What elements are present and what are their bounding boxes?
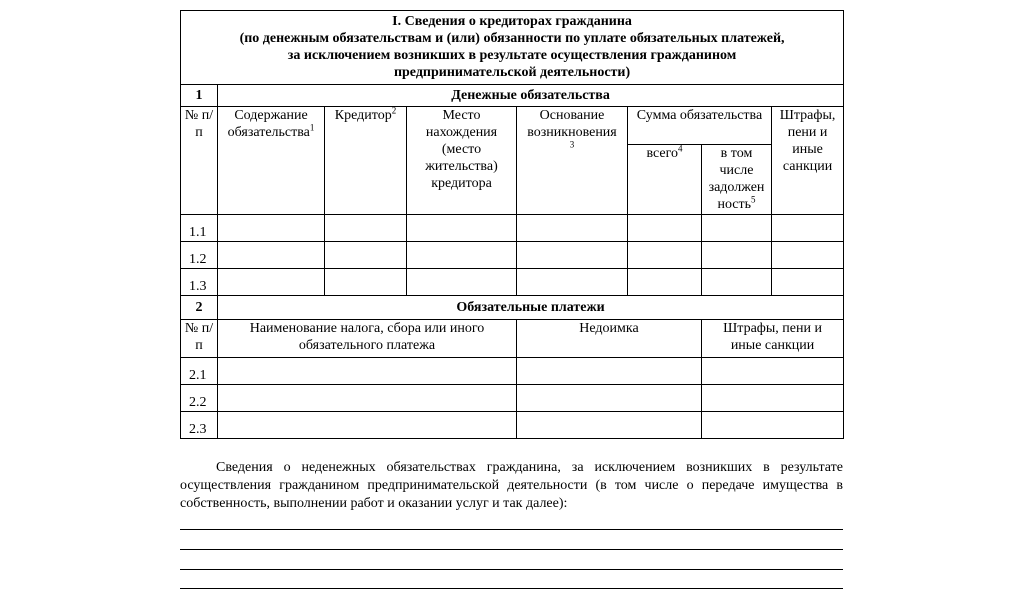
table-cell[interactable]: [772, 242, 844, 269]
table-cell[interactable]: [628, 242, 702, 269]
table-cell[interactable]: [702, 358, 844, 385]
title-line-3: за исключением возникших в результате осуществления гражданином: [287, 48, 737, 63]
header-fines: Штрафы, пени и иные санкции: [772, 107, 844, 215]
table-row: [181, 242, 844, 269]
table-cell[interactable]: [517, 215, 628, 242]
row-number: 2.3: [181, 412, 218, 439]
table-cell[interactable]: [407, 242, 517, 269]
title-line-2: (по денежным обязательствам и (или) обязанности по уплате обязательных платежей,: [239, 31, 785, 46]
table-cell[interactable]: [628, 215, 702, 242]
header2-name: Наименование налога, сбора или иного обязательного платежа: [218, 320, 517, 358]
fill-line[interactable]: [180, 529, 843, 530]
table-row: [181, 412, 844, 439]
table-cell[interactable]: [218, 412, 517, 439]
table-cell[interactable]: [772, 215, 844, 242]
table-cell[interactable]: [517, 412, 702, 439]
header2-arrears: Недоимка: [517, 320, 702, 358]
section2-title: Обязательные платежи: [218, 296, 844, 320]
table-cell[interactable]: [702, 242, 772, 269]
table-cell[interactable]: [218, 242, 325, 269]
fill-line[interactable]: [180, 588, 843, 589]
table-cell[interactable]: [218, 358, 517, 385]
table-cell[interactable]: [218, 269, 325, 296]
non-monetary-note: Сведения о неденежных обязательствах гражданина, за исключением возникших в результате осуществления гражданином предпринимательской деятельности (в том числе о передаче имущества в собственность, выполнении работ и оказании услуг и так далее):: [180, 460, 843, 511]
table-cell[interactable]: [702, 385, 844, 412]
table-cell[interactable]: [517, 358, 702, 385]
table-row: [181, 215, 844, 242]
section1-title: Денежные обязательства: [218, 85, 844, 107]
table-cell[interactable]: [325, 269, 407, 296]
table-cell[interactable]: [218, 215, 325, 242]
fill-line[interactable]: [180, 569, 843, 570]
table-row: [181, 385, 844, 412]
table-row: [181, 358, 844, 385]
table-cell[interactable]: [517, 269, 628, 296]
section-title: [181, 11, 844, 85]
table-cell[interactable]: [628, 269, 702, 296]
title-line-4: предпринимательской деятельности): [393, 65, 631, 80]
table-cell[interactable]: [517, 385, 702, 412]
title-line-1: I. Сведения о кредиторах гражданина: [392, 14, 632, 29]
header-content: Содержание обязательства$^1$: [218, 107, 325, 215]
header-creditor: Кредитор$^2$: [325, 107, 407, 215]
header-basis: Основание возникновения $^3$: [517, 107, 628, 215]
header2-num: № п/п: [181, 320, 218, 358]
table-cell[interactable]: [218, 385, 517, 412]
table-cell[interactable]: [702, 269, 772, 296]
header2-fines: Штрафы, пени и иные санкции: [702, 320, 844, 358]
table-cell[interactable]: [772, 269, 844, 296]
header-sum: Сумма обязательства: [628, 107, 772, 145]
fill-line[interactable]: [180, 549, 843, 550]
table-cell[interactable]: [407, 269, 517, 296]
table-cell[interactable]: [702, 412, 844, 439]
header-debt: в том числе задолжен ность$^5$: [702, 145, 772, 215]
header-num: № п/п: [181, 107, 218, 215]
table-cell[interactable]: [325, 215, 407, 242]
table-cell[interactable]: [702, 215, 772, 242]
section1-number: 1: [181, 85, 218, 107]
row-number: 2.2: [181, 385, 218, 412]
header-location: Место нахождения (место жительства) кредитора: [407, 107, 517, 215]
header-total: всего$^4$: [628, 145, 702, 215]
table-row: [181, 269, 844, 296]
creditors-table: [180, 10, 844, 439]
table-cell[interactable]: [407, 215, 517, 242]
row-number: 1.1: [181, 215, 218, 242]
row-number: 1.2: [181, 242, 218, 269]
row-number: 1.3: [181, 269, 218, 296]
section2-number: 2: [181, 296, 218, 320]
table-cell[interactable]: [325, 242, 407, 269]
table-cell[interactable]: [517, 242, 628, 269]
row-number: 2.1: [181, 358, 218, 385]
